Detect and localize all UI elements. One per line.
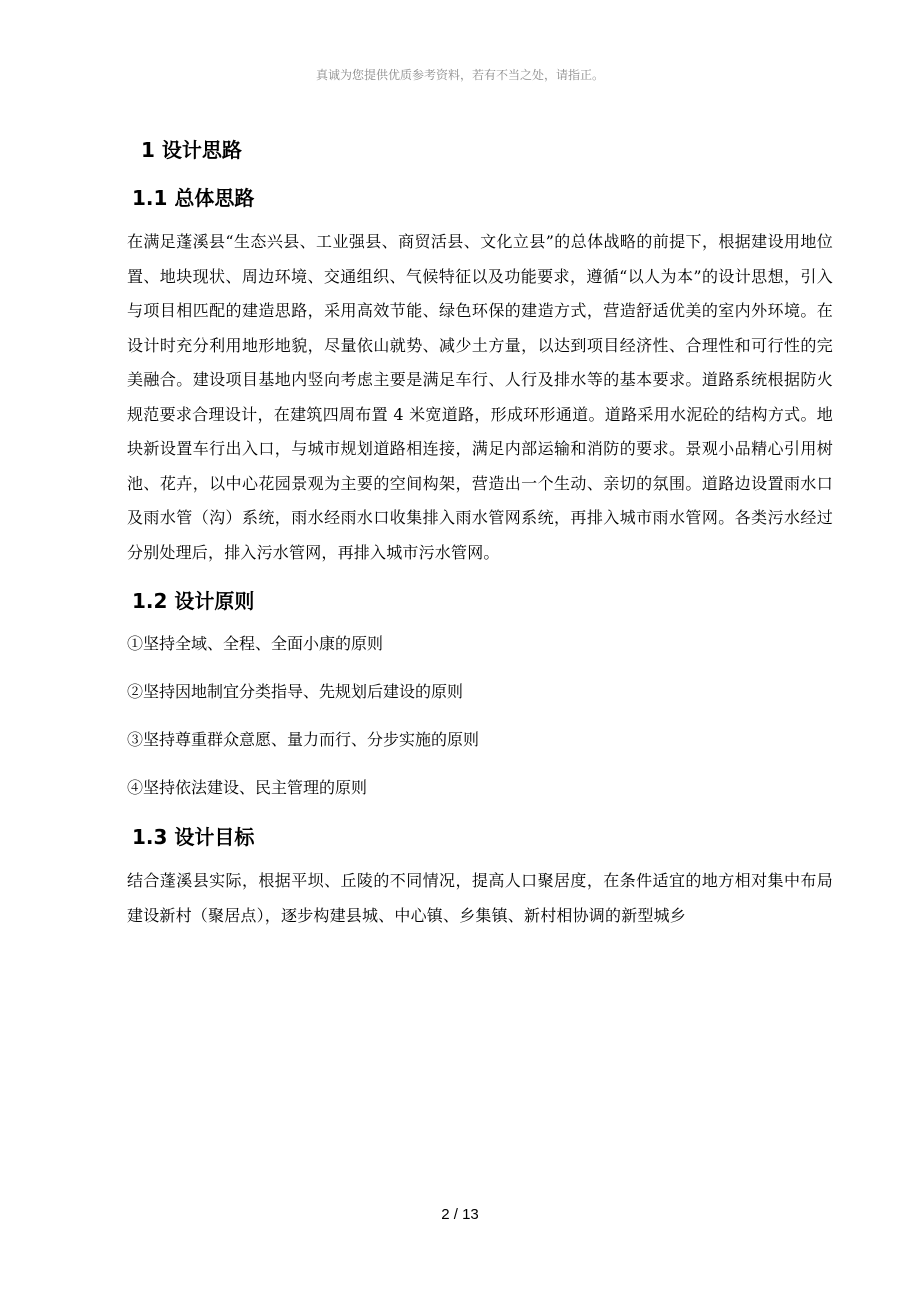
section-1-2-heading: 1.2 设计原则	[132, 589, 255, 613]
header-note: 真诚为您提供优质参考资料，若有不当之处，请指正。	[315, 68, 604, 82]
principles-list	[127, 620, 833, 812]
list-item: ②坚持因地制宜分类指导、先规划后建设的原则	[127, 682, 464, 701]
section-1-3-heading: 1.3 设计目标	[132, 825, 255, 849]
document-body	[127, 133, 833, 933]
list-item: ①坚持全域、全程、全面小康的原则	[127, 634, 384, 653]
section-1-1-paragraph: 在满足蓬溪县“生态兴县、工业强县、商贸活县、文化立县”的总体战略的前提下，根据建设用地位置、地块现状、周边环境、交通组织、气候特征以及功能要求，遵循“以人为本”的设计思想，引入与项目相匹配的建造思路，采用高效节能、绿色环保的建造方式，营造舒适优美的室内外环境。在设计时充分利用地形地貌，尽量依山就势、减少土方量，以达到项目经济性、合理性和可行性的完美融合。建设项目基地内竖向考虑主要是满足车行、人行及排水等的基本要求。道路系统根据防火规范要求合理设计，在建筑四周布置 4 米宽道路，形成环形通道。道路采用水泥砼的结构方式。地块新设置车行出入口，与城市规划道路相连接，满足内部运输和消防的要求。景观小品精心引用树池、花卉，以中心花园景观为主要的空间构架，营造出一个生动、亲切的氛围。道路边设置雨水口及雨水管（沟）系统，雨水经雨水口收集排入雨水管网系统，再排入城市雨水管网。各类污水经过分别处理后，排入污水管网，再排入城市污水管网。	[127, 232, 833, 562]
page-number: 2 / 13	[441, 1206, 479, 1223]
section-1-1-heading: 1.1 总体思路	[132, 186, 255, 210]
section-1-3-paragraph: 结合蓬溪县实际，根据平坝、丘陵的不同情况，提高人口聚居度，在条件适宜的地方相对集中布局建设新村（聚居点），逐步构建县城、中心镇、乡集镇、新村相协调的新型城乡	[127, 871, 833, 925]
list-item: ④坚持依法建设、民主管理的原则	[127, 778, 368, 797]
section-1-heading: 1 设计思路	[141, 138, 242, 162]
list-item: ③坚持尊重群众意愿、量力而行、分步实施的原则	[127, 730, 480, 749]
